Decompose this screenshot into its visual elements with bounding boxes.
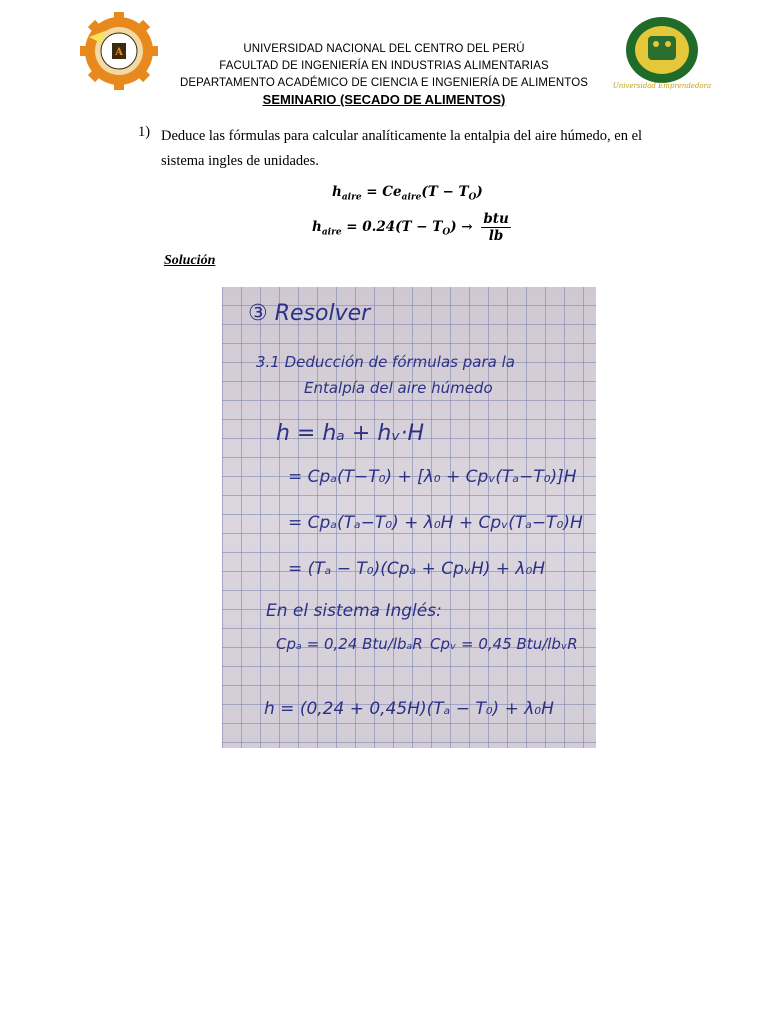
handwriting-line-4: h = hₐ + hᵥ·H bbox=[276, 421, 424, 446]
handwriting-line-9b: Cpᵥ = 0,45 Btu/lbᵥR bbox=[430, 635, 578, 653]
handwriting-line-7: = (Tₐ − T₀)(Cpₐ + CpᵥH) + λ₀H bbox=[288, 559, 546, 579]
svg-text:A: A bbox=[115, 47, 123, 58]
seminar-title: SEMINARIO (SECADO DE ALIMENTOS) bbox=[262, 92, 506, 107]
formula-enthalpy-english-units: $h_{aire} = 0.24(T - T_O)$ → $\frac{\text{btu}}{lb}$ bbox=[312, 211, 509, 244]
handwriting-line-3: Entalpía del aire húmedo bbox=[304, 379, 493, 397]
faculty-gear-logo-icon bbox=[78, 12, 160, 90]
question-number: 1) bbox=[138, 124, 151, 140]
unit-fraction: $\frac{\text{btu}}{lb}$ bbox=[483, 211, 509, 244]
handwriting-line-6: = Cpₐ(Tₐ−T₀) + λ₀H + Cpᵥ(Tₐ−T₀)H bbox=[288, 513, 583, 533]
formula-enthalpy-general: $h_{aire} = Ce_{aire}(T - T_O)$ bbox=[332, 184, 483, 203]
question-text: Deduce las fórmulas para calcular analíticamente la entalpia del aire húmedo, en el sistema ingles de unidades. bbox=[161, 128, 643, 169]
department-name: DEPARTAMENTO ACADÉMICO DE CIENCIA E INGENIERÍA DE ALIMENTOS bbox=[179, 77, 589, 89]
handwriting-line-10: h = (0,24 + 0,45H)(Tₐ − T₀) + λ₀H bbox=[264, 699, 554, 719]
university-seal-icon bbox=[612, 16, 712, 90]
svg-text:Universidad Emprendedora: Universidad Emprendedora bbox=[612, 82, 712, 90]
handwriting-line-2: 3.1 Deducción de fórmulas para la bbox=[256, 353, 515, 371]
faculty-name: FACULTAD DE INGENIERÍA EN INDUSTRIAS ALIMENTARIAS bbox=[219, 60, 549, 72]
handwriting-line-5: = Cpₐ(T−T₀) + [λ₀ + Cpᵥ(Tₐ−T₀)]H bbox=[288, 467, 577, 487]
handwriting-line-8: En el sistema Inglés: bbox=[266, 601, 442, 621]
handwriting-line-9a: Cpₐ = 0,24 Btu/lbₐR bbox=[276, 635, 423, 653]
solution-label: Solución bbox=[164, 253, 216, 268]
handwritten-solution-photo bbox=[222, 287, 596, 748]
handwriting-line-1: ③ Resolver bbox=[248, 301, 371, 326]
university-name: UNIVERSIDAD NACIONAL DEL CENTRO DEL PERÚ bbox=[243, 43, 525, 55]
